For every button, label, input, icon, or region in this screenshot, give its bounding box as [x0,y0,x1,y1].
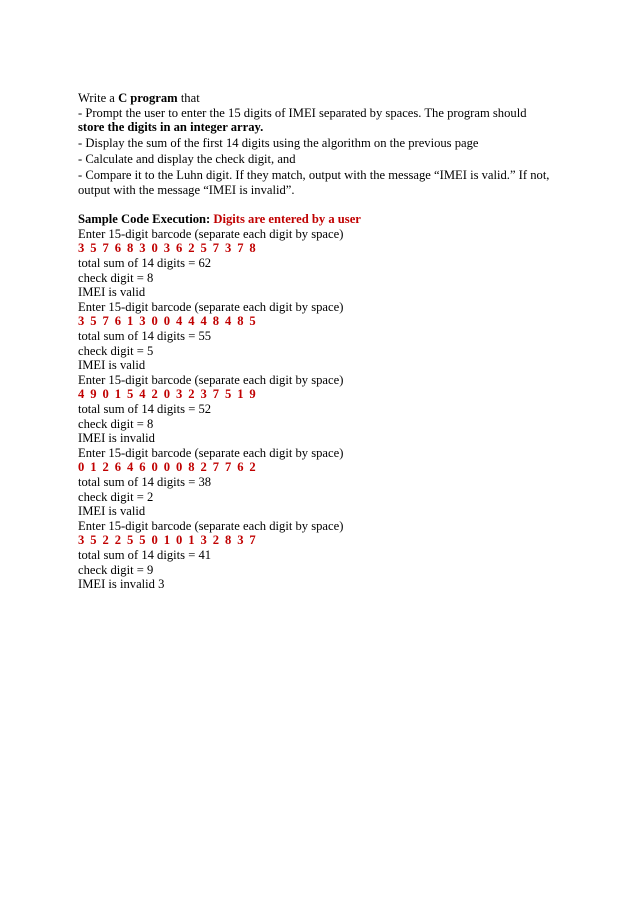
intro-that: that [180,91,200,105]
run-sum: total sum of 14 digits = 41 [78,547,212,562]
intro-write-a: Write a [78,91,115,105]
run-result: IMEI is invalid [78,431,155,446]
run-digits: 0 1 2 6 4 6 0 0 0 8 2 7 7 6 2 [78,460,258,475]
run-prompt: Enter 15-digit barcode (separate each digit by space) [78,445,344,460]
run-digits: 3 5 7 6 8 3 0 3 6 2 5 7 3 7 8 [78,241,258,256]
requirement-store: store the digits in an integer array. [78,120,264,135]
sample-run-4 [78,446,568,519]
run-prompt: Enter 15-digit barcode (separate each digit by space) [78,299,344,314]
intro-line [78,91,568,106]
intro-c-program: C program [118,91,178,105]
sample-run-3 [78,373,568,446]
run-sum: total sum of 14 digits = 38 [78,474,212,489]
run-result: IMEI is valid [78,504,146,519]
run-check-digit: check digit = 8 [78,416,154,431]
run-check-digit: check digit = 9 [78,562,154,577]
sample-run-5 [78,519,568,592]
run-check-digit: check digit = 5 [78,343,154,358]
sample-heading [78,212,568,227]
run-prompt: Enter 15-digit barcode (separate each digit by space) [78,372,344,387]
run-sum: total sum of 14 digits = 62 [78,256,212,271]
run-result: IMEI is invalid 3 [78,577,165,592]
run-result: IMEI is valid [78,358,146,373]
run-sum: total sum of 14 digits = 52 [78,401,212,416]
run-digits: 4 9 0 1 5 4 2 0 3 2 3 7 5 1 9 [78,387,258,402]
run-check-digit: check digit = 2 [78,489,154,504]
requirement-prompt: - Prompt the user to enter the 15 digits of IMEI separated by spaces. The program should [78,105,527,120]
requirement-compare-2: output with the message “IMEI is invalid”. [78,183,295,198]
spacer [78,198,568,213]
requirement-calculate: - Calculate and display the check digit, and [78,152,296,167]
sample-run-1 [78,227,568,300]
run-result: IMEI is valid [78,285,146,300]
run-prompt: Enter 15-digit barcode (separate each digit by space) [78,518,344,533]
requirement-compare-1: - Compare it to the Luhn digit. If they match, output with the message “IMEI is valid.” If not, [78,168,550,183]
document-page [78,91,568,592]
sample-note: Digits are entered by a user [213,212,361,227]
sample-run-2 [78,300,568,373]
sample-label: Sample Code Execution: [78,212,211,227]
run-digits: 3 5 7 6 1 3 0 0 4 4 4 8 4 8 5 [78,314,258,329]
run-prompt: Enter 15-digit barcode (separate each digit by space) [78,226,344,241]
run-digits: 3 5 2 2 5 5 0 1 0 1 3 2 8 3 7 [78,533,258,548]
run-sum: total sum of 14 digits = 55 [78,329,212,343]
run-check-digit: check digit = 8 [78,270,154,285]
requirement-display: - Display the sum of the first 14 digits using the algorithm on the previous page [78,136,479,151]
